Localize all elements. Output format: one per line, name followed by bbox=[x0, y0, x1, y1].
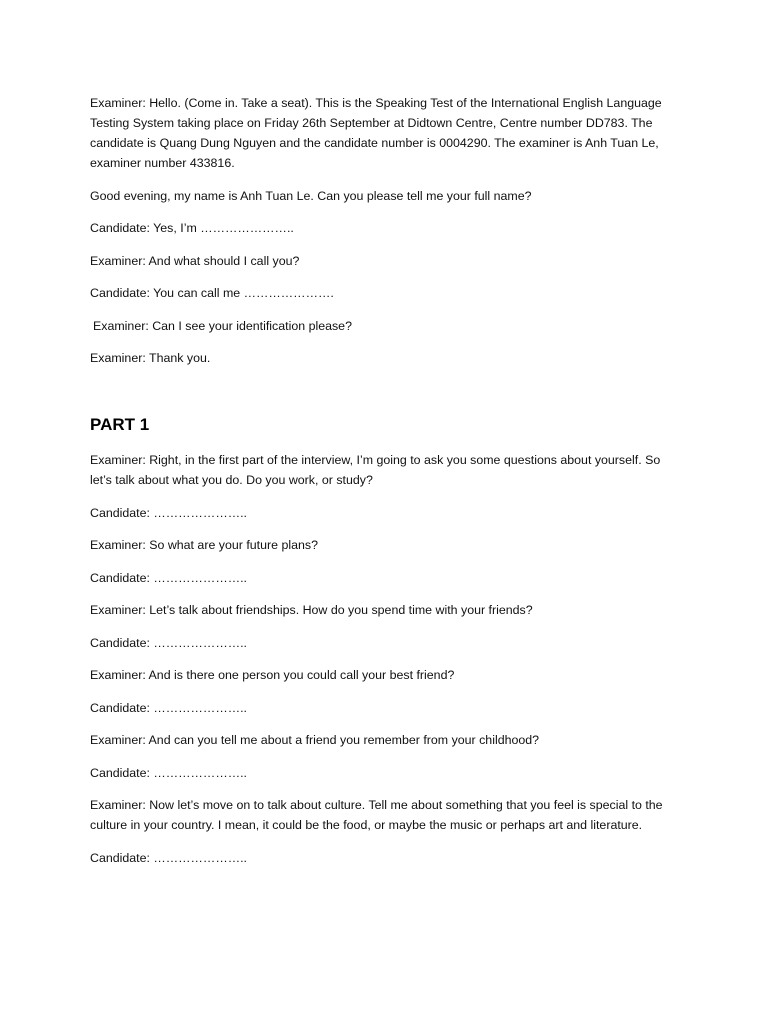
candidate-line: Candidate: ………………….. bbox=[90, 505, 247, 520]
examiner-line: Examiner: Now let’s move on to talk about culture. Tell me about something that you feel is special to the culture in your country. I mean, it could be the food, or maybe the music or perhaps art and literature. bbox=[90, 798, 663, 832]
intro-paragraph: Examiner: Hello. (Come in. Take a seat). This is the Speaking Test of the International English Language Testing System taking place on Friday 26th September at Didtown Centre, Centre number DD783. The candidate is Quang Dung Nguyen and the candidate number is 0004290. The examiner is Anh Tuan Le, examiner number 433816. bbox=[90, 96, 662, 170]
examiner-line: Examiner: So what are your future plans? bbox=[90, 538, 318, 552]
candidate-line: Candidate: ………………….. bbox=[90, 765, 247, 780]
candidate-line: Candidate: ………………….. bbox=[90, 635, 247, 650]
document-body bbox=[90, 93, 680, 880]
examiner-line: Examiner: Right, in the first part of the interview, I’m going to ask you some questions about yourself. So let’s talk about what you do. Do you work, or study? bbox=[90, 453, 661, 487]
candidate-line: Candidate: ………………….. bbox=[90, 700, 247, 715]
candidate-line: Candidate: ………………….. bbox=[90, 570, 247, 585]
candidate-line: Candidate: ………………….. bbox=[90, 850, 247, 865]
examiner-line: Good evening, my name is Anh Tuan Le. Can you please tell me your full name? bbox=[90, 188, 532, 203]
candidate-line: Candidate: You can call me …………………. bbox=[90, 286, 334, 300]
examiner-line: Examiner: Can I see your identification please? bbox=[93, 318, 352, 333]
examiner-line: Examiner: Thank you. bbox=[90, 351, 211, 365]
section-heading: PART 1 bbox=[90, 415, 150, 434]
examiner-line: Examiner: And can you tell me about a friend you remember from your childhood? bbox=[90, 733, 540, 747]
candidate-line: Candidate: Yes, I’m ………………….. bbox=[90, 221, 294, 235]
examiner-line: Examiner: And is there one person you could call your best friend? bbox=[90, 668, 455, 682]
examiner-line: Examiner: Let’s talk about friendships. How do you spend time with your friends? bbox=[90, 603, 533, 617]
examiner-line: Examiner: And what should I call you? bbox=[90, 253, 300, 268]
